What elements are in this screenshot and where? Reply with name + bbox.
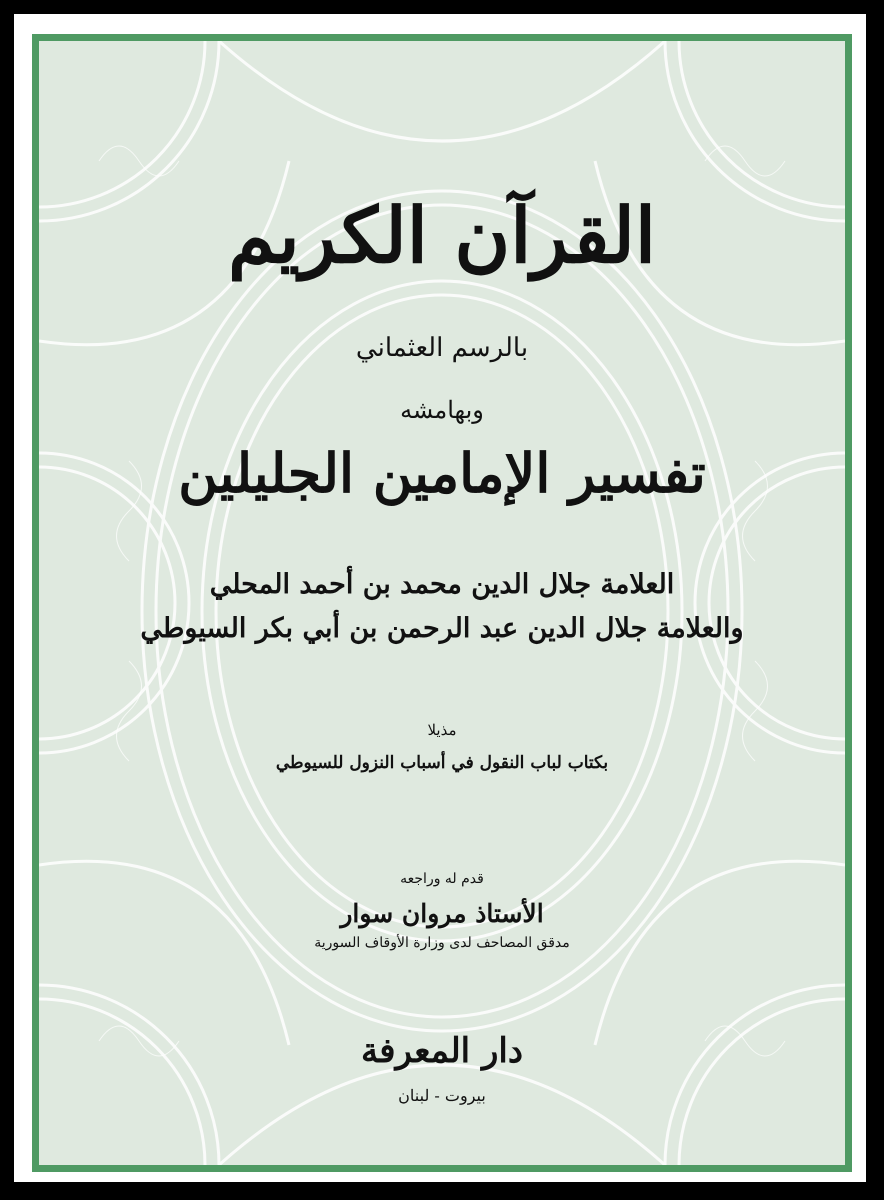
editor-role: مدقق المصاحف لدى وزارة الأوقاف السورية: [314, 935, 570, 951]
appendix-label: مذيلا: [427, 721, 457, 739]
editor-name: الأستاذ مروان سوار: [340, 899, 544, 928]
publisher-city: بيروت - لبنان: [398, 1086, 486, 1105]
cover-title: القرآن الكريم: [228, 191, 656, 280]
green-border-frame: [32, 34, 852, 1172]
author-line-1: العلامة جلال الدين محمد بن أحمد المحلي: [209, 569, 675, 600]
book-cover-page: [14, 14, 866, 1182]
cover-subtitle: بالرسم العثماني: [355, 333, 529, 363]
publisher-name: دار المعرفة: [361, 1031, 523, 1071]
appendix-book: بكتاب لباب النقول في أسباب النزول للسيوطي: [275, 753, 609, 773]
tafsir-title: تفسير الإمامين الجليلين: [178, 441, 706, 505]
margin-note: وبهامشه: [400, 396, 484, 424]
author-line-2: والعلامة جلال الدين عبد الرحمن بن أبي بكر السيوطي: [140, 613, 744, 644]
intro-label: قدم له وراجعه: [400, 871, 484, 887]
